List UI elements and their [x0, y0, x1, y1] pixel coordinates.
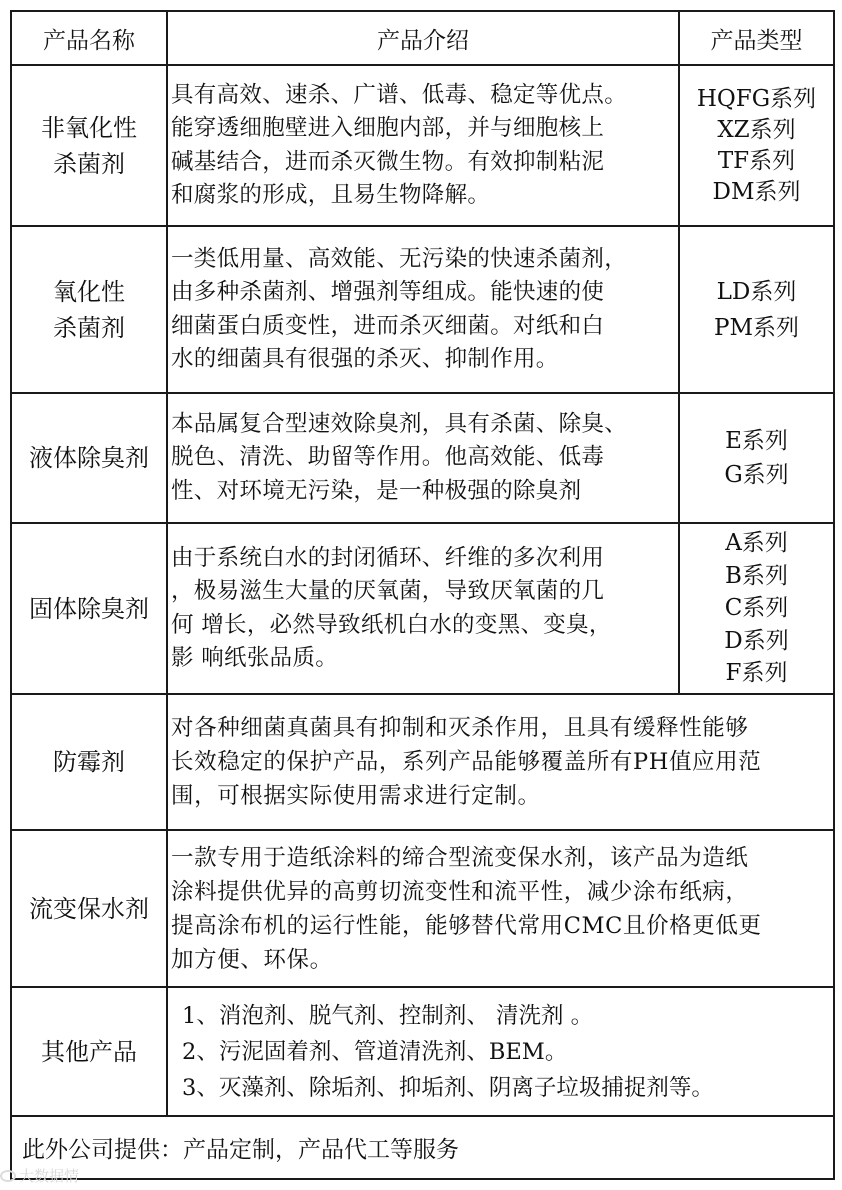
intro-line: 一款专用于造纸涂料的缔合型流变保水剂，该产品为造纸: [171, 844, 749, 871]
type-item: D系列: [724, 627, 789, 654]
type-item: XZ系列: [717, 116, 796, 143]
intro-line: 水的细菌具有很强的杀灭、抑制作用。: [171, 346, 559, 372]
product-intro-cell: [168, 394, 678, 522]
product-name-line: 杀菌剂: [53, 149, 125, 178]
header-type: [680, 12, 833, 64]
header-name-label: 产品名称: [43, 27, 135, 54]
intro-line: 涂料提供优异的高剪切流变性和流平性，减少涂布纸病，: [171, 878, 749, 905]
product-name-line: 固体除臭剂: [29, 594, 149, 623]
intro-line: 对各种细菌真菌具有抑制和灭杀作用，且具有缓释性能够: [171, 715, 749, 741]
type-item: E系列: [725, 428, 788, 454]
header-name: [12, 12, 166, 64]
intro-line: 碱基结合，进而杀灭微生物。有效抑制粘泥: [171, 148, 605, 175]
product-name-cell: [12, 394, 166, 522]
footer-note: [12, 1117, 833, 1178]
intro-line: 由于系统白水的封闭循环、纤维的多次利用: [171, 544, 605, 571]
product-intro-cell: [168, 227, 678, 392]
intro-line: 何 增长，必然导致纸机白水的变黑、变臭，: [171, 611, 612, 638]
product-intro-cell: [168, 988, 833, 1115]
type-item: LD系列: [716, 278, 797, 305]
product-name-line: 非氧化性: [41, 113, 137, 142]
product-name-cell: [12, 66, 166, 225]
intro-line: 加方便、环保。: [171, 946, 333, 973]
intro-line: 脱色、清洗、助留等作用。他高效能、低毒: [171, 444, 605, 471]
product-name-line: 防霉剂: [53, 748, 125, 776]
type-item: HQFG系列: [696, 85, 817, 112]
table-border-bottom: [10, 1178, 835, 1180]
intro-line: 长效稳定的保护产品，系列产品能够覆盖所有PH值应用范: [171, 749, 762, 775]
type-item: G系列: [724, 462, 789, 488]
product-type-cell: [680, 227, 833, 392]
product-table: [10, 10, 835, 1180]
product-name-line: 流变保水剂: [29, 894, 149, 923]
intro-line: 细菌蛋白质变性，进而杀灭细菌。对纸和白: [171, 312, 605, 339]
product-name-line: 其他产品: [41, 1037, 137, 1066]
header-intro: [168, 12, 678, 64]
product-type-cell: [680, 66, 833, 225]
type-item: DM系列: [712, 178, 801, 205]
watermark-logo-icon: [0, 1170, 16, 1182]
product-name-cell: [12, 695, 166, 829]
product-intro-cell: [168, 66, 678, 225]
intro-line: 影 响纸张品质。: [171, 645, 339, 671]
intro-line: 由多种杀菌剂、增强剂等组成。能快速的使: [171, 279, 605, 305]
product-name-line: 杀菌剂: [53, 313, 125, 342]
product-name-line: 氧化性: [53, 277, 125, 306]
product-name-cell: [12, 831, 166, 986]
product-name-cell: [12, 227, 166, 392]
other-product-item: 1、消泡剂、脱气剂、控制剂、 清洗剂 。: [182, 1002, 594, 1029]
product-intro-cell: [168, 695, 833, 829]
type-item: A系列: [725, 530, 788, 557]
watermark-text: 大数据情: [19, 1167, 80, 1185]
product-intro-cell: [168, 831, 833, 986]
other-product-item: 2、污泥固着剂、管道清洗剂、BEM。: [182, 1038, 568, 1065]
type-item: B系列: [725, 562, 788, 589]
footer-text: 此外公司提供：产品定制，产品代工等服务: [22, 1137, 459, 1163]
intro-line: 能穿透细胞壁进入细胞内部，并与细胞核上: [171, 115, 605, 141]
product-type-cell: [680, 394, 833, 522]
product-name-cell: [12, 988, 166, 1115]
product-name-cell: [12, 524, 166, 693]
header-type-label: 产品类型: [710, 27, 803, 54]
table-border-right: [833, 10, 835, 1180]
intro-line: 具有高效、速杀、广谱、低毒、稳定等优点。: [171, 81, 628, 108]
product-name-line: 液体除臭剂: [29, 444, 149, 472]
other-product-item: 3、灭藻剂、除垢剂、抑垢剂、阴离子垃圾捕捉剂等。: [182, 1074, 714, 1101]
type-item: PM系列: [713, 314, 800, 341]
intro-line: 和腐浆的形成，且易生物降解。: [171, 182, 491, 208]
type-item: F系列: [725, 660, 788, 687]
intro-line: 提高涂布机的运行性能，能够替代常用CMC且价格更低更: [171, 912, 762, 939]
intro-line: ，极易滋生大量的厌氧菌，导致厌氧菌的几: [171, 578, 605, 604]
type-item: TF系列: [717, 147, 796, 174]
type-item: C系列: [724, 595, 789, 622]
product-type-cell: [680, 524, 833, 693]
intro-line: 性、对环境无污染，是一种极强的除臭剂: [171, 477, 582, 504]
header-intro-label: 产品介绍: [377, 27, 469, 54]
product-intro-cell: [168, 524, 678, 693]
intro-line: 本品属复合型速效除臭剂，具有杀菌、除臭、: [171, 410, 628, 437]
intro-line: 围，可根据实际使用需求进行定制。: [171, 783, 541, 809]
watermark: [0, 1165, 79, 1186]
intro-line: 一类低用量、高效能、无污染的快速杀菌剂，: [171, 245, 628, 272]
